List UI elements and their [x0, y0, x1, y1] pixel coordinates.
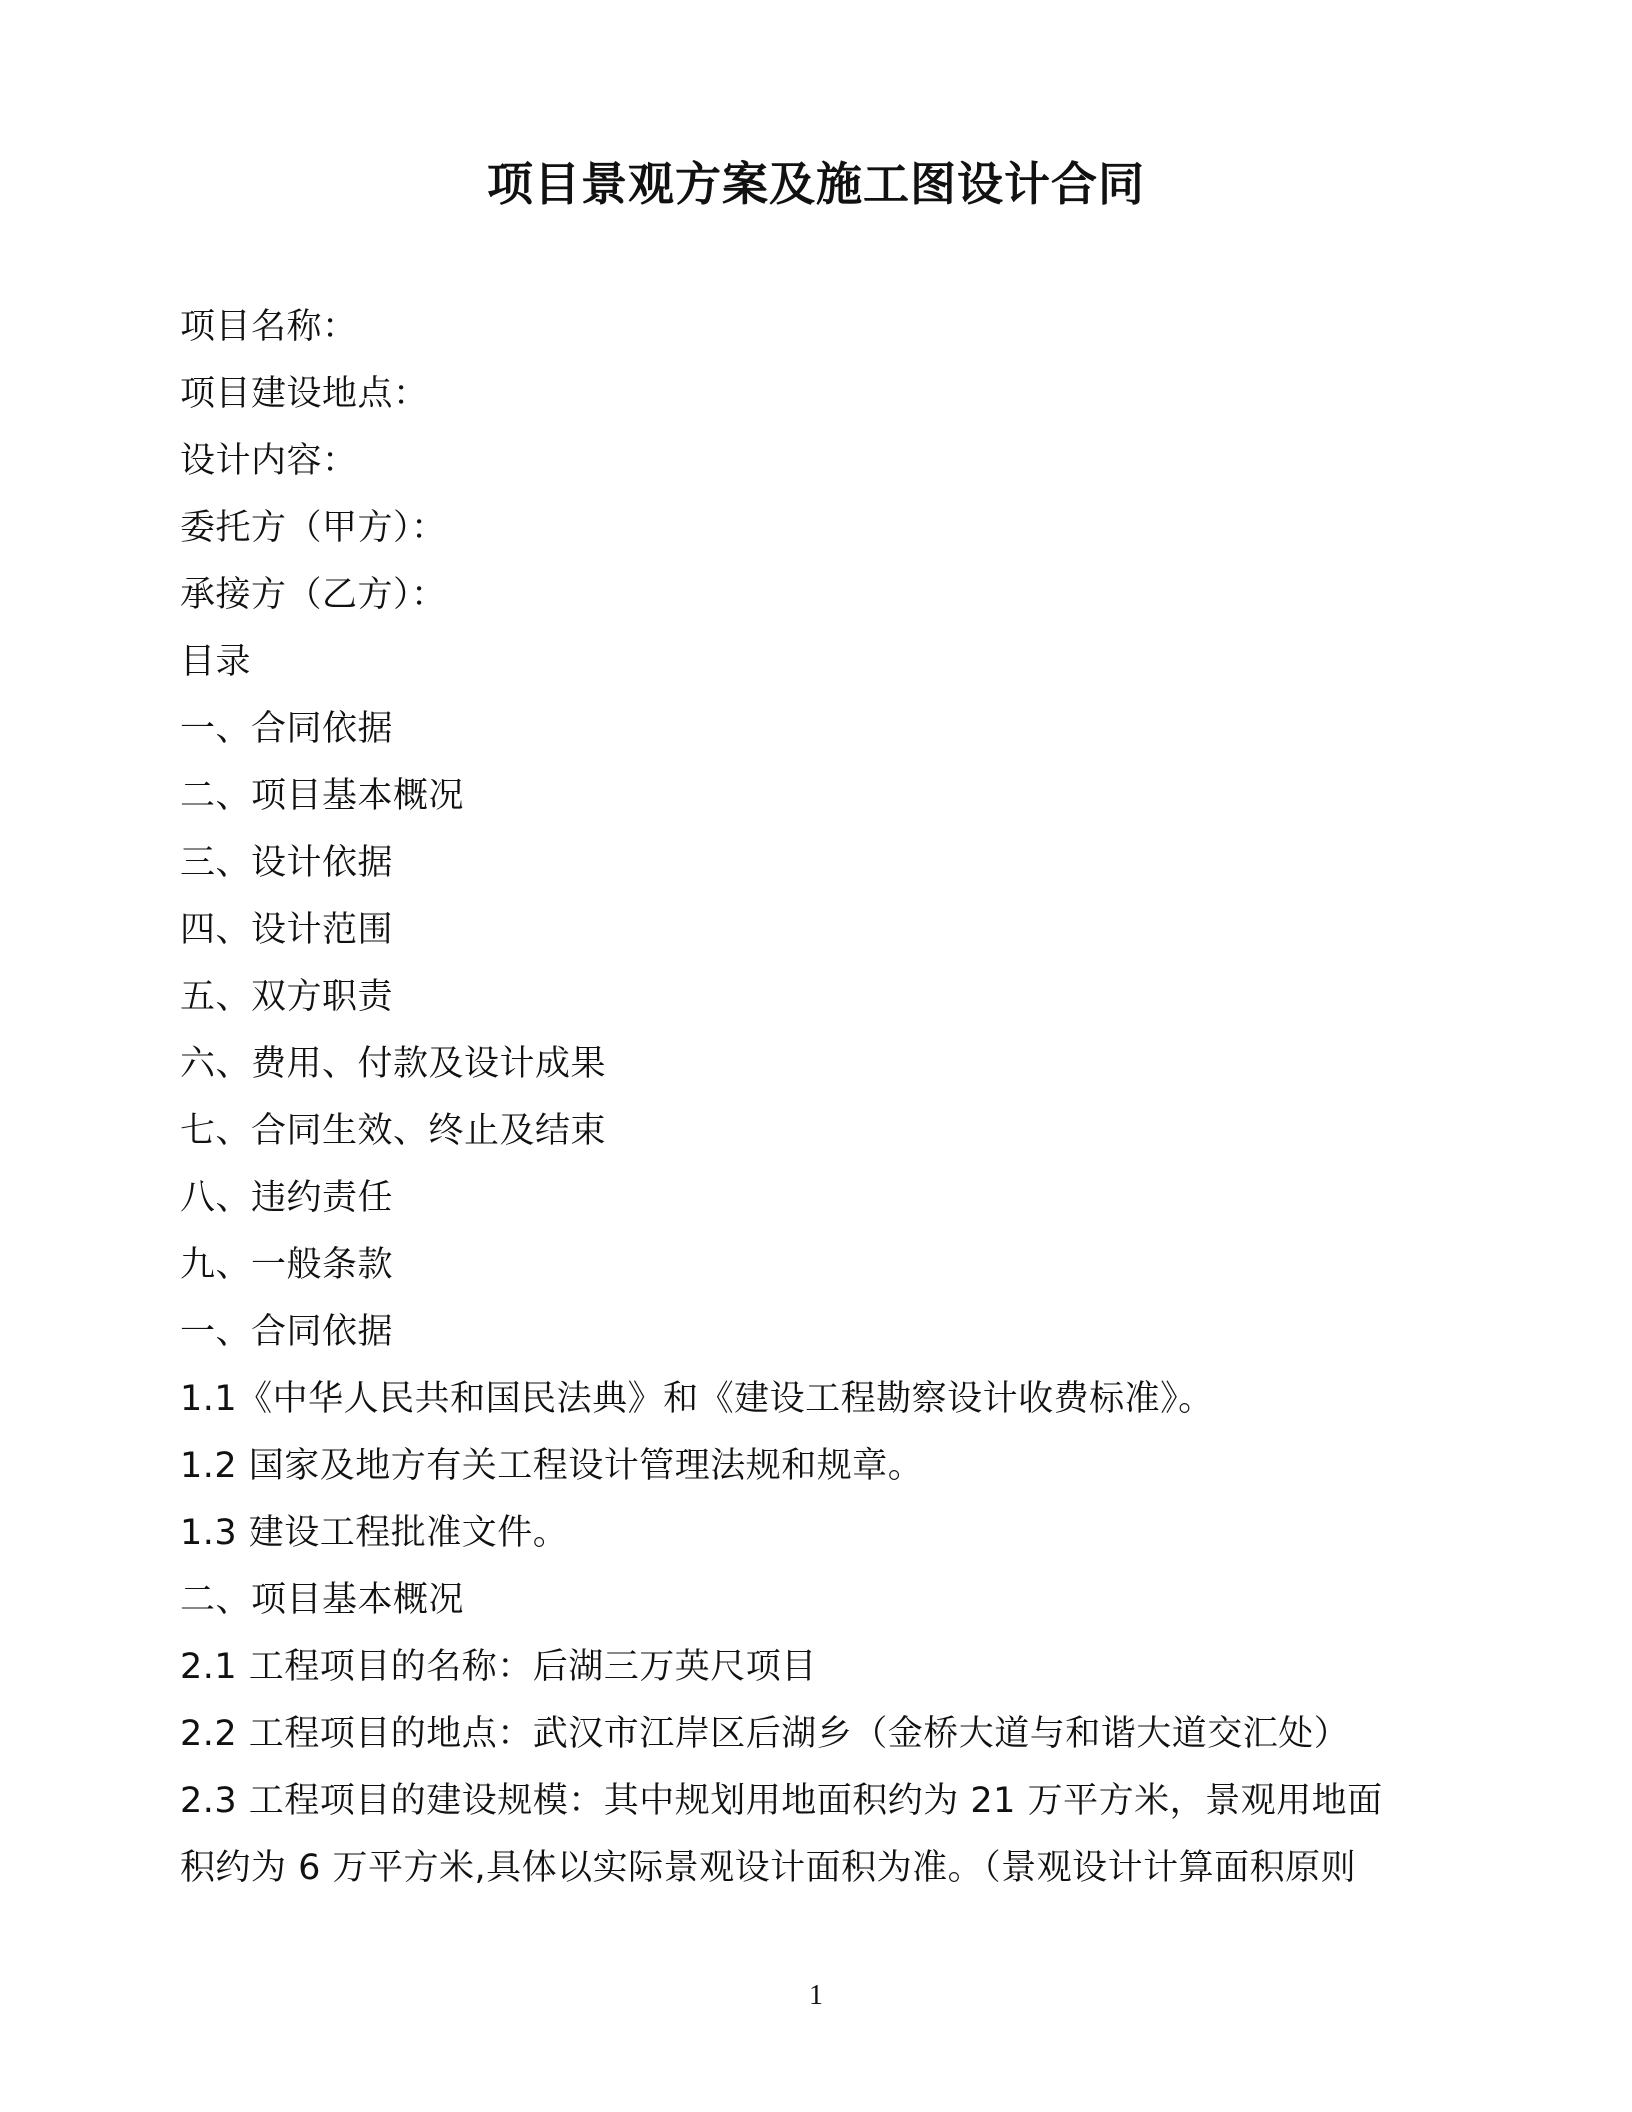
toc-item: 八、违约责任: [180, 1178, 394, 1218]
toc-item: 一、合同依据: [180, 709, 394, 749]
toc-item: 六、费用、付款及设计成果: [180, 1044, 607, 1084]
field-party-b: 承接方（乙方）：: [180, 575, 447, 615]
toc-heading: 目录: [180, 642, 252, 682]
toc-item: 三、设计依据: [180, 843, 394, 883]
page-number: 1: [809, 1980, 823, 2011]
section-1-item: 1.3 建设工程批准文件。: [180, 1513, 569, 1553]
document-title: 项目景观方案及施工图设计合同: [487, 157, 1145, 211]
toc-item: 二、项目基本概况: [180, 776, 465, 816]
section-2-item-continued: 积约为 6 万平方米,具体以实际景观设计面积为准。（景观设计计算面积原则: [180, 1848, 1357, 1888]
field-party-a: 委托方（甲方）：: [180, 508, 447, 548]
field-design-content: 设计内容：: [180, 441, 358, 481]
section-1-heading: 一、合同依据: [180, 1312, 394, 1352]
field-project-name: 项目名称：: [180, 307, 358, 347]
section-2-item: 2.1 工程项目的名称：后湖三万英尺项目: [180, 1647, 817, 1687]
section-1-item: 1.2 国家及地方有关工程设计管理法规和规章。: [180, 1446, 924, 1486]
toc-item: 五、双方职责: [180, 977, 394, 1017]
section-2-item: 2.2 工程项目的地点：武汉市江岸区后湖乡（金桥大道与和谐大道交汇处）: [180, 1714, 1350, 1754]
section-2-item: 2.3 工程项目的建设规模：其中规划用地面积约为 21 万平方米，景观用地面: [180, 1781, 1383, 1821]
toc-item: 九、一般条款: [180, 1245, 394, 1285]
section-1-item: 1.1《中华人民共和国民法典》和《建设工程勘察设计收费标准》。: [180, 1379, 1214, 1419]
toc-item: 四、设计范围: [180, 910, 394, 950]
document-body: [180, 294, 1440, 1902]
section-2-heading: 二、项目基本概况: [180, 1580, 465, 1620]
toc-item: 七、合同生效、终止及结束: [180, 1111, 607, 1151]
field-project-location: 项目建设地点：: [180, 374, 429, 414]
